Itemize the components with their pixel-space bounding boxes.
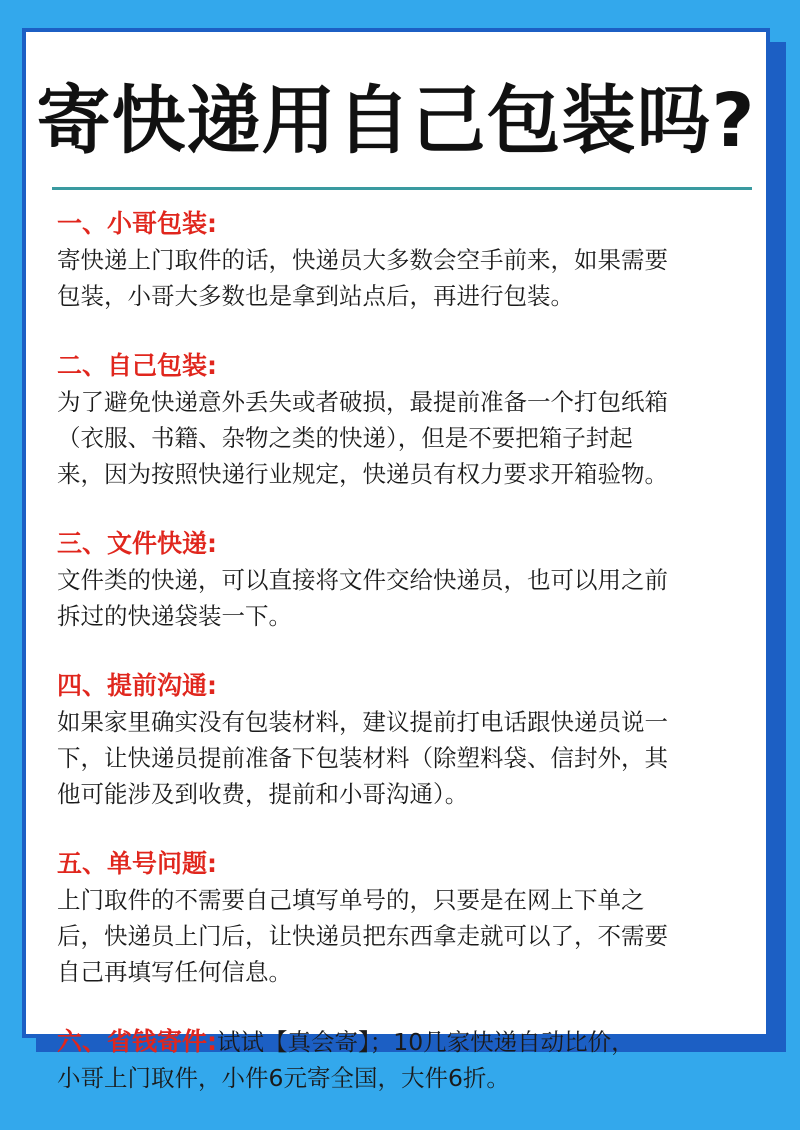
section-save-money: [57, 1024, 747, 1096]
section-line: 他可能涉及到收费，提前和小哥沟通）。: [57, 780, 469, 808]
section-line: 上门取件的不需要自己填写单号的，只要是在网上下单之: [57, 886, 645, 914]
content-card: [22, 28, 770, 1092]
section-self-packaging: [57, 348, 747, 492]
section-heading: 四、提前沟通:: [57, 671, 217, 700]
section-courier-packaging: [57, 206, 747, 314]
section-line: 后，快递员上门后，让快递员把东西拿走就可以了，不需要: [57, 922, 668, 950]
section-line: 为了避免快递意外丢失或者破损，最提前准备一个打包纸箱: [57, 388, 668, 416]
title-divider: [52, 187, 752, 190]
section-line: 自己再填写任何信息。: [57, 958, 292, 986]
section-tracking-number: [57, 846, 747, 990]
section-line: 拆过的快递袋装一下。: [57, 602, 292, 630]
section-line: 下，让快递员提前准备下包装材料（除塑料袋、信封外，其: [57, 744, 668, 772]
section-line: 寄快递上门取件的话，快递员大多数会空手前来，如果需要: [57, 246, 668, 274]
section-heading-row: [57, 1024, 747, 1060]
section-line: 如果家里确实没有包装材料，建议提前打电话跟快递员说一: [57, 708, 668, 736]
section-heading: 二、自己包装:: [57, 351, 217, 380]
section-heading: 六、省钱寄件:: [57, 1027, 217, 1056]
section-inline-text: 试试【真会寄】；10几家快递自动比价，: [217, 1028, 635, 1056]
section-line: 文件类的快递，可以直接将文件交给快递员，也可以用之前: [57, 566, 668, 594]
page-title: 寄快递用自己包装吗?: [36, 78, 756, 164]
section-document-delivery: [57, 526, 747, 634]
section-heading: 五、单号问题:: [57, 849, 217, 878]
sections-list: [57, 206, 747, 1130]
section-line: 来，因为按照快递行业规定，快递员有权力要求开箱验物。: [57, 460, 668, 488]
section-heading: 一、小哥包装:: [57, 209, 217, 238]
section-line: 小哥上门取件，小件6元寄全国，大件6折。: [57, 1064, 510, 1092]
section-advance-communication: [57, 668, 747, 812]
section-line: （衣服、书籍、杂物之类的快递），但是不要把箱子封起: [57, 424, 633, 452]
section-line: 包装，小哥大多数也是拿到站点后，再进行包装。: [57, 282, 574, 310]
section-heading: 三、文件快递:: [57, 529, 217, 558]
